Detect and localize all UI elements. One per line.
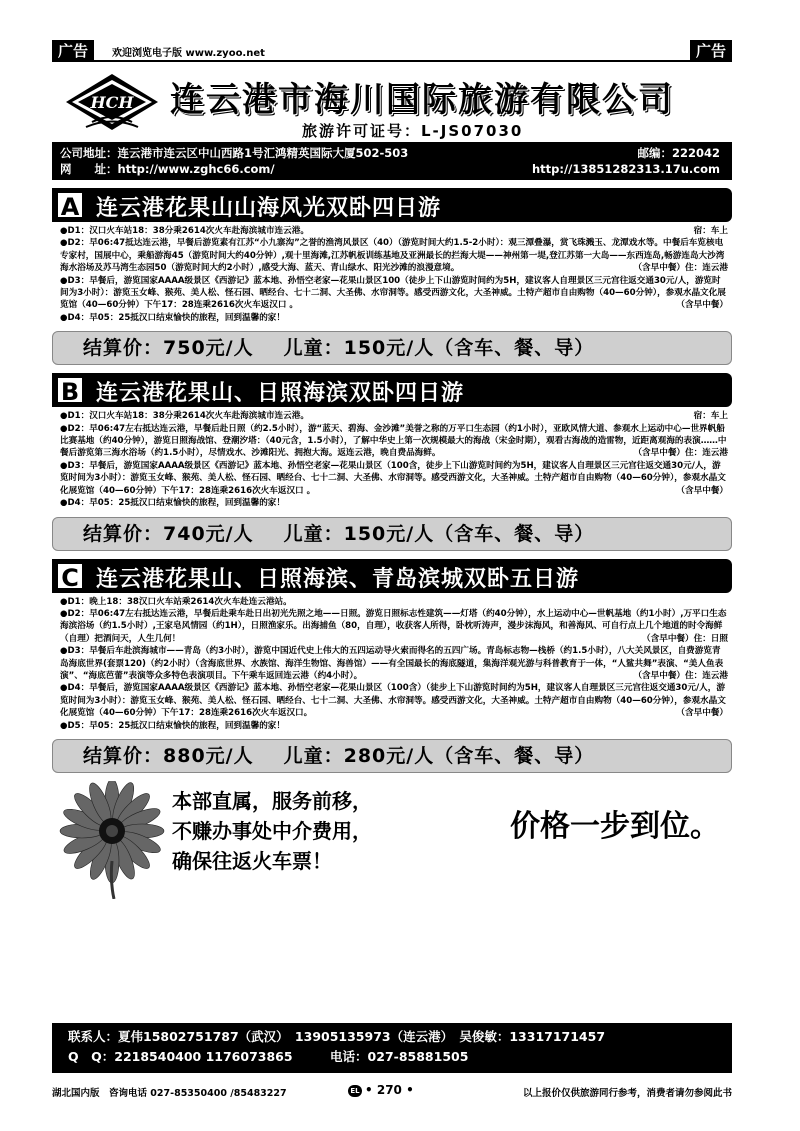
company-name: 连云港市海川国际旅游有限公司	[170, 80, 674, 120]
slogan-block	[52, 779, 732, 899]
company-header	[52, 62, 732, 180]
page-footer	[52, 1085, 732, 1101]
itinerary-day	[60, 237, 728, 274]
day-meal: （含早中餐）住：日照	[642, 633, 728, 644]
tour-name: 连云港花果山、日照海滨、青岛滨城双卧五日游	[96, 566, 580, 592]
slogan-line-3: 确保往返火车票！	[172, 848, 332, 873]
day-text: ●D4：早餐后，游览国家AAAA级景区《西游记》蓝本地、孙悟空老家—花果山景区（100含）（徒步上下山游览时间约为5H，建议客人自理景区三元宫往返交通30元/人，游览时间为3小时）：游览玉女峰、猴苑、美人松、怪石园、晒经台、七十二洞、大圣佛、水帘洞等。感受西游文化，大圣神威。土特产超市自由购物（40—60分钟），参观水晶文化展览馆（40—60分钟）下午17：28连乘2616次火车返汉口。	[60, 683, 726, 719]
tour-letter: B	[56, 376, 84, 404]
child-price: 儿童：280元/人（含车、餐、导）	[283, 744, 595, 767]
day-meal: （含早中餐）住：连云港	[633, 670, 728, 681]
contact-row-1: 联系人：夏伟15802751787（武汉） 13905135973（连云港） 吴俊敏：13317171457	[68, 1029, 606, 1044]
tour-c	[52, 559, 732, 773]
company-logo	[64, 72, 160, 132]
itinerary-day	[60, 312, 728, 324]
itinerary	[52, 407, 732, 509]
day-text: ●D3：早餐后车赴滨海城市——青岛（约3小时），游览中国近代史上伟大的五四运动导火索而得名的五四广场。青岛标志物—栈桥（约1.5小时），八大关风景区，自费游览青岛海底世界(套票120)（约2小时）（含海底世界、水族馆、海洋生物馆、海兽馆）——有全国最长的海底隧道，集海洋观光游与科普教育于一体，“人鲨共舞”表演、“美人鱼表演”、“海底芭蕾”表演等众多特色表演项目。下午乘车返回连云港（约4小时）。	[60, 646, 724, 681]
footer-left: 湖北国内版 咨询电话 027-85350400 /85483227	[52, 1088, 287, 1099]
price-bar	[52, 331, 732, 365]
child-price: 儿童：150元/人（含车、餐、导）	[283, 522, 595, 545]
itinerary	[52, 222, 732, 324]
tour-name: 连云港花果山、日照海滨双卧四日游	[96, 381, 465, 407]
itinerary-day	[60, 720, 728, 732]
day-meal: （含早中餐）住：连云港	[633, 448, 728, 459]
adult-price: 结算价：750元/人	[83, 337, 254, 360]
day-meal: （含早中餐）住：连云港	[633, 263, 728, 274]
day-text: ●D5：早05：25抵汉口结束愉快的旅程，回到温馨的家！	[60, 720, 285, 731]
day-text: ●D1：汉口火车站18：38分乘2614次火车赴海滨城市连云港。	[60, 411, 309, 422]
itinerary-day	[60, 423, 728, 460]
itinerary-day	[60, 645, 728, 682]
slogan-big: 价格一步到位。	[510, 808, 720, 844]
adult-price: 结算价：880元/人	[83, 744, 254, 767]
itinerary-day	[60, 275, 728, 312]
day-meal: 宿：车上	[693, 411, 728, 422]
contact-row-2: Q Q：2218540400 1176073865 电话：027-85881505	[68, 1049, 469, 1064]
day-text: ●D2：早06:47左右抵达连云港，早餐后赴乘车赴日出初光先照之地——日照。游览日照标志性建筑——灯塔（约40分钟），水上运动中心—世帆基地（约1小时）,万平口生态海滨浴场（约1.5小时）,王家皂风情园（约1H），日照渔家乐。出海捕鱼（80，自理），收获客人所得，卧枕听涛声，漫步沫海风，和善海风、可自行点上几个地道的时令海鲜（自理）把酒问天，人生几何！	[60, 608, 727, 644]
day-meal: （含早中餐）	[676, 485, 728, 496]
logo-text: HCH	[90, 93, 134, 112]
license-number: 旅游许可证号：L-JS07030	[302, 122, 524, 140]
slogan-line-2: 不赚办事处中介费用，	[172, 818, 372, 843]
day-meal: （含早中餐）	[676, 708, 728, 719]
page-number	[348, 1083, 414, 1097]
slogan-line-1: 本部直属，服务前移，	[172, 788, 372, 813]
day-meal: 宿：车上	[693, 226, 728, 236]
tour-b	[52, 373, 732, 550]
company-address: 公司地址：连云港市连云区中山西路1号汇鸿精英国际大厦502-503	[60, 146, 409, 160]
adult-price: 结算价：740元/人	[83, 522, 254, 545]
company-postcode: 邮编：222042	[637, 146, 720, 160]
day-text: ●D1：晚上18：38汉口火车站乘2614次火车赴连云港站。	[60, 596, 292, 607]
itinerary-day	[60, 225, 728, 237]
footer-right: 以上报价仅供旅游同行参考，消费者请勿参阅此书	[522, 1088, 732, 1099]
tour-title-bar	[52, 559, 732, 593]
company-website[interactable]: 网 址：http://www.zghc66.com/	[60, 162, 275, 176]
tour-name: 连云港花果山山海风光双卧四日游	[96, 196, 442, 221]
itinerary-day	[60, 497, 728, 509]
itinerary-day	[60, 608, 728, 645]
day-text: ●D2：早06:47左右抵达连云港，早餐后赴日照（约2.5小时），游“蓝天、碧海、金沙滩”美誉之称的万平口生态园（约1小时），亚欧风情大道、参观水上运动中心—世界帆船比赛基地（约40分钟），游览日照海战馆、登潮汐塔：（40元含，1.5小时），了解中华史上第一次规模最大的海战（宋金时期），观看古海战的造雷物，近距离观海的表演……中餐后游览第三海水浴场（约1.5小时），尽情戏水、沙滩阳光、拥抱大海。返连云港，晚自费品海鲜。	[60, 423, 727, 459]
flower-image	[52, 781, 167, 899]
tour-title-bar	[52, 373, 732, 407]
page-number-text: • 270 •	[365, 1083, 414, 1097]
tour-title-bar	[52, 188, 732, 222]
tour-letter: A	[56, 191, 84, 219]
itinerary-day	[60, 410, 728, 422]
itinerary-day	[60, 682, 728, 719]
top-site-text: 欢迎浏览电子版 www.zyoo.net	[112, 48, 265, 59]
child-price: 儿童：150元/人（含车、餐、导）	[283, 337, 595, 360]
company-website-2[interactable]: http://13851282313.17u.com	[531, 162, 720, 176]
contact-bar	[52, 1023, 732, 1073]
tour-letter: C	[56, 562, 84, 590]
itinerary-day	[60, 460, 728, 497]
day-text: ●D2：早06:47抵达连云港，早餐后游览素有江苏“小九寨沟”之誉的渔湾风景区（40）（游览时间大约1.5-2小时）：观三潭叠瀑，赏飞珠溅玉、龙潭戏水等。中餐后车览核电专家村，国展中心，乘船游海45（游览时间大约40分钟）,观十里海滩,江苏帆板训练基地及亚洲最长的拦海大堤——神州第一堤,登江苏第一大岛——东西连岛,畅游连岛大沙湾海水浴场及苏马湾生态园50（游览时间大约2小时）,感受大海、蓝天、青山绿水、阳光沙滩的浪漫意境。	[60, 238, 725, 274]
tour-a	[52, 188, 732, 365]
day-meal: （含早中餐）	[676, 300, 728, 311]
top-bar	[52, 40, 732, 62]
day-text: ●D3：早餐后，游览国家AAAA级景区《西游记》蓝本地、孙悟空老家—花果山景区（100含，徒步上下山游览时间约为5H，建议客人自理景区三元宫往返交通30元/人，游览时间为3小时）：游览玉女峰、猴苑、美人松、怪石园、晒经台、七十二洞、大圣佛、水帘洞等。感受西游文化，大圣神威。土特产超市自由购物（40—60分钟），参观水晶文化展览馆（40—60分钟）下午17：28连乘2616次火车返汉口 。	[60, 460, 726, 496]
page-badge-icon: EL	[348, 1085, 362, 1097]
page-frame	[52, 40, 732, 899]
ad-tag-left: 广告	[52, 40, 94, 62]
day-text: ●D4：早05：25抵汉口结束愉快的旅程，回到温馨的家！	[60, 312, 285, 323]
price-bar	[52, 739, 732, 773]
ad-tag-right: 广告	[690, 40, 732, 62]
itinerary	[52, 593, 732, 732]
day-text: ●D4：早05：25抵汉口结束愉快的旅程，回到温馨的家！	[60, 498, 285, 509]
day-text: ●D1：汉口火车站18：38分乘2614次火车赴海滨城市连云港。	[60, 226, 309, 236]
company-info-bar	[52, 142, 732, 180]
itinerary-day	[60, 596, 728, 608]
price-bar	[52, 517, 732, 551]
day-text: ●D3：早餐后，游览国家AAAA级景区《西游记》蓝本地、孙悟空老家—花果山景区100（徒步上下山游览时间约为5H，建议客人自理景区三元宫往返交通30元/人，游览时间为3小时）：游览玉女峰、猴苑、美人松、怪石园、晒经台、七十二洞、大圣佛、水帘洞等。感受西游文化，大圣神威。土特产超市自由购物（40—60分钟），参观水晶文化展览馆（40—60分钟）下午17：28连乘2616次火车返汉口 。	[60, 275, 726, 311]
